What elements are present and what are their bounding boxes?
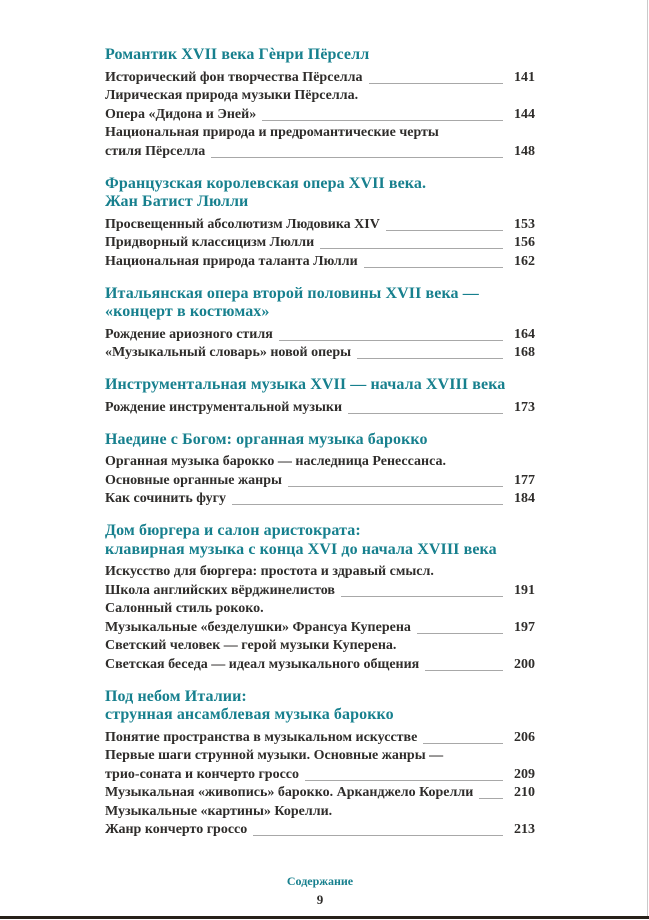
- toc-entry: [105, 453, 535, 472]
- section-entries: [105, 453, 535, 509]
- toc-entry: [105, 234, 535, 253]
- toc-entry: [105, 143, 535, 162]
- toc-entry-label: Придворный классицизм Люлли: [105, 235, 315, 250]
- toc-entry: [105, 490, 535, 509]
- toc-entry: [105, 747, 535, 766]
- toc-entry: [105, 582, 535, 601]
- toc-entry-page: 164: [514, 326, 535, 342]
- toc-entry: [105, 803, 535, 822]
- window-bottom-edge: [0, 916, 649, 919]
- section-title-line: «концерт в костюмах»: [105, 303, 270, 320]
- toc-entry-label: Салонный стиль рококо.: [105, 601, 264, 616]
- section-title-line: Жан Батист Люлли: [105, 193, 249, 210]
- toc-leader-line: [320, 248, 503, 249]
- toc-leader-line: [341, 596, 503, 597]
- toc-entry-label: Жанр кончерто гроссо: [105, 822, 248, 837]
- toc-entry-page: 141: [514, 69, 535, 85]
- toc-section: [105, 376, 535, 417]
- toc-leader-line: [364, 267, 503, 268]
- toc-entry: [105, 87, 535, 106]
- toc-leader-line: [288, 486, 503, 487]
- toc-entry-page: 197: [514, 619, 535, 635]
- toc-leader-line: [211, 157, 503, 158]
- section-title-line: Наедине с Богом: органная музыка барокко: [105, 430, 428, 448]
- toc-entry: [105, 106, 535, 125]
- section-title-line: Под небом Италии:: [105, 687, 247, 705]
- toc-leader-line: [386, 230, 503, 231]
- toc-entry-page: 162: [514, 253, 535, 269]
- toc-entry: [105, 619, 535, 638]
- section-entries: [105, 69, 535, 162]
- toc-entry-label: Музыкальная «живопись» барокко. Арканджело Корелли: [105, 785, 474, 800]
- toc-entry-label: Школа английских вёрджинелистов: [105, 582, 335, 598]
- toc-entry-page: 191: [514, 582, 535, 598]
- section-title-line: струнная ансамблевая музыка барокко: [105, 706, 394, 723]
- toc-entry-page: 173: [514, 399, 535, 415]
- toc-leader-line: [253, 835, 503, 836]
- toc-section: [105, 46, 535, 161]
- toc-entry-label: Просвещенный абсолютизм Людовика XIV: [105, 216, 380, 232]
- toc-leader-line: [232, 504, 503, 505]
- toc-section: [105, 431, 535, 509]
- toc-entry-page: 148: [514, 143, 535, 159]
- section-entries: [105, 729, 535, 840]
- toc-section: [105, 175, 535, 272]
- toc-leader-line: [279, 340, 503, 341]
- toc-entry: [105, 399, 535, 418]
- toc-section: [105, 688, 535, 840]
- toc-entry: [105, 637, 535, 656]
- toc-entry-label: Светская беседа — идеал музыкального общения: [105, 656, 420, 672]
- toc-entry-label: Искусство для бюргера: простота и здравый смысл.: [105, 564, 434, 579]
- toc-entry-label: трио-соната и кончерто гроссо: [105, 766, 300, 782]
- toc-entry-label: Рождение ариозного стиля: [105, 326, 273, 342]
- toc-section: [105, 285, 535, 363]
- section-title: [105, 522, 535, 559]
- toc-entry-page: 153: [514, 216, 535, 232]
- section-entries: [105, 216, 535, 272]
- footer-section-label: Содержание: [286, 874, 354, 888]
- toc-entry-label: Музыкальные «картины» Корелли.: [105, 803, 333, 819]
- toc-leader-line: [357, 358, 503, 359]
- toc-entry-page: 210: [514, 785, 535, 800]
- toc-entry-label: Музыкальные «безделушки» Франсуа Куперена: [105, 619, 411, 635]
- toc-entry: [105, 784, 535, 803]
- toc-entry: [105, 729, 535, 748]
- section-title-line: Итальянская опера второй половины XVII века —: [105, 284, 479, 302]
- footer-page-number: 9: [316, 892, 324, 907]
- toc-entry-label: Опера «Дидона и Эней»: [105, 106, 257, 122]
- page-footer: [105, 874, 535, 907]
- toc-leader-line: [423, 743, 503, 744]
- toc-entry-label: Национальная природа и предромантические черты: [105, 125, 439, 140]
- toc-entry-label: Как сочинить фугу: [105, 491, 226, 506]
- toc-entry-label: Рождение инструментальной музыки: [105, 399, 343, 415]
- section-title: [105, 175, 535, 212]
- toc-leader-line: [348, 413, 503, 414]
- toc-entry-label: Исторический фон творчества Пёрселла: [105, 69, 363, 85]
- toc-entry: [105, 326, 535, 345]
- section-title: [105, 688, 535, 725]
- toc-sections: [105, 46, 535, 840]
- section-title-line: Инструментальная музыка XVII — начала XVIII века: [105, 376, 506, 393]
- toc-entry-label: Понятие пространства в музыкальном искусстве: [105, 729, 418, 745]
- toc-entry-label: Первые шаги струнной музыки. Основные жанры —: [105, 748, 444, 763]
- toc-entry: [105, 563, 535, 582]
- toc-entry-page: 209: [514, 766, 535, 782]
- section-title-line: клавирная музыка с конца XVI до начала XVIII века: [105, 540, 497, 558]
- toc-leader-line: [425, 670, 503, 671]
- toc-leader-line: [369, 83, 503, 84]
- toc-entry-page: 156: [514, 235, 535, 250]
- toc-entry: [105, 600, 535, 619]
- toc-entry-page: 177: [514, 472, 535, 488]
- section-entries: [105, 399, 535, 418]
- toc-entry-label: Основные органные жанры: [105, 472, 282, 488]
- toc-entry: [105, 472, 535, 491]
- toc-entry-page: 200: [514, 656, 535, 672]
- toc-entry: [105, 124, 535, 143]
- toc-entry-label: «Музыкальный словарь» новой оперы: [105, 345, 352, 360]
- toc-entry-page: 206: [514, 729, 535, 745]
- toc-section: [105, 522, 535, 674]
- toc-leader-line: [305, 780, 503, 781]
- section-title: [105, 285, 535, 322]
- toc-entry-label: Национальная природа таланта Люлли: [105, 253, 358, 269]
- toc-leader-line: [479, 798, 503, 799]
- toc-entry: [105, 344, 535, 363]
- page-right-edge-line: [647, 0, 648, 916]
- toc-leader-line: [262, 120, 503, 121]
- toc-entry-label: Лирическая природа музыки Пёрселла.: [105, 88, 359, 103]
- toc-entry-page: 168: [514, 345, 535, 360]
- toc-entry-label: стиля Пёрселла: [105, 143, 206, 159]
- toc-entry: [105, 656, 535, 675]
- toc-entry: [105, 253, 535, 272]
- toc-entry-page: 213: [514, 822, 535, 837]
- toc-entry-page: 144: [514, 106, 535, 122]
- section-title-line: Романтик XVII века Гѐнри Пёрселл: [105, 46, 370, 63]
- toc-entry: [105, 216, 535, 235]
- section-title: [105, 46, 535, 65]
- toc-entry-label: Светский человек — герой музыки Куперена.: [105, 638, 397, 653]
- toc-entry-page: 184: [514, 491, 535, 506]
- toc-leader-line: [417, 633, 503, 634]
- toc-entry: [105, 821, 535, 840]
- section-title: [105, 376, 535, 395]
- toc-entry: [105, 766, 535, 785]
- section-entries: [105, 326, 535, 363]
- section-title-line: Французская королевская опера XVII века.: [105, 174, 427, 192]
- toc-entry-label: Органная музыка барокко — наследница Ренессанса.: [105, 454, 446, 469]
- section-title: [105, 431, 535, 450]
- section-entries: [105, 563, 535, 674]
- section-title-line: Дом бюргера и салон аристократа:: [105, 522, 361, 539]
- toc-entry: [105, 69, 535, 88]
